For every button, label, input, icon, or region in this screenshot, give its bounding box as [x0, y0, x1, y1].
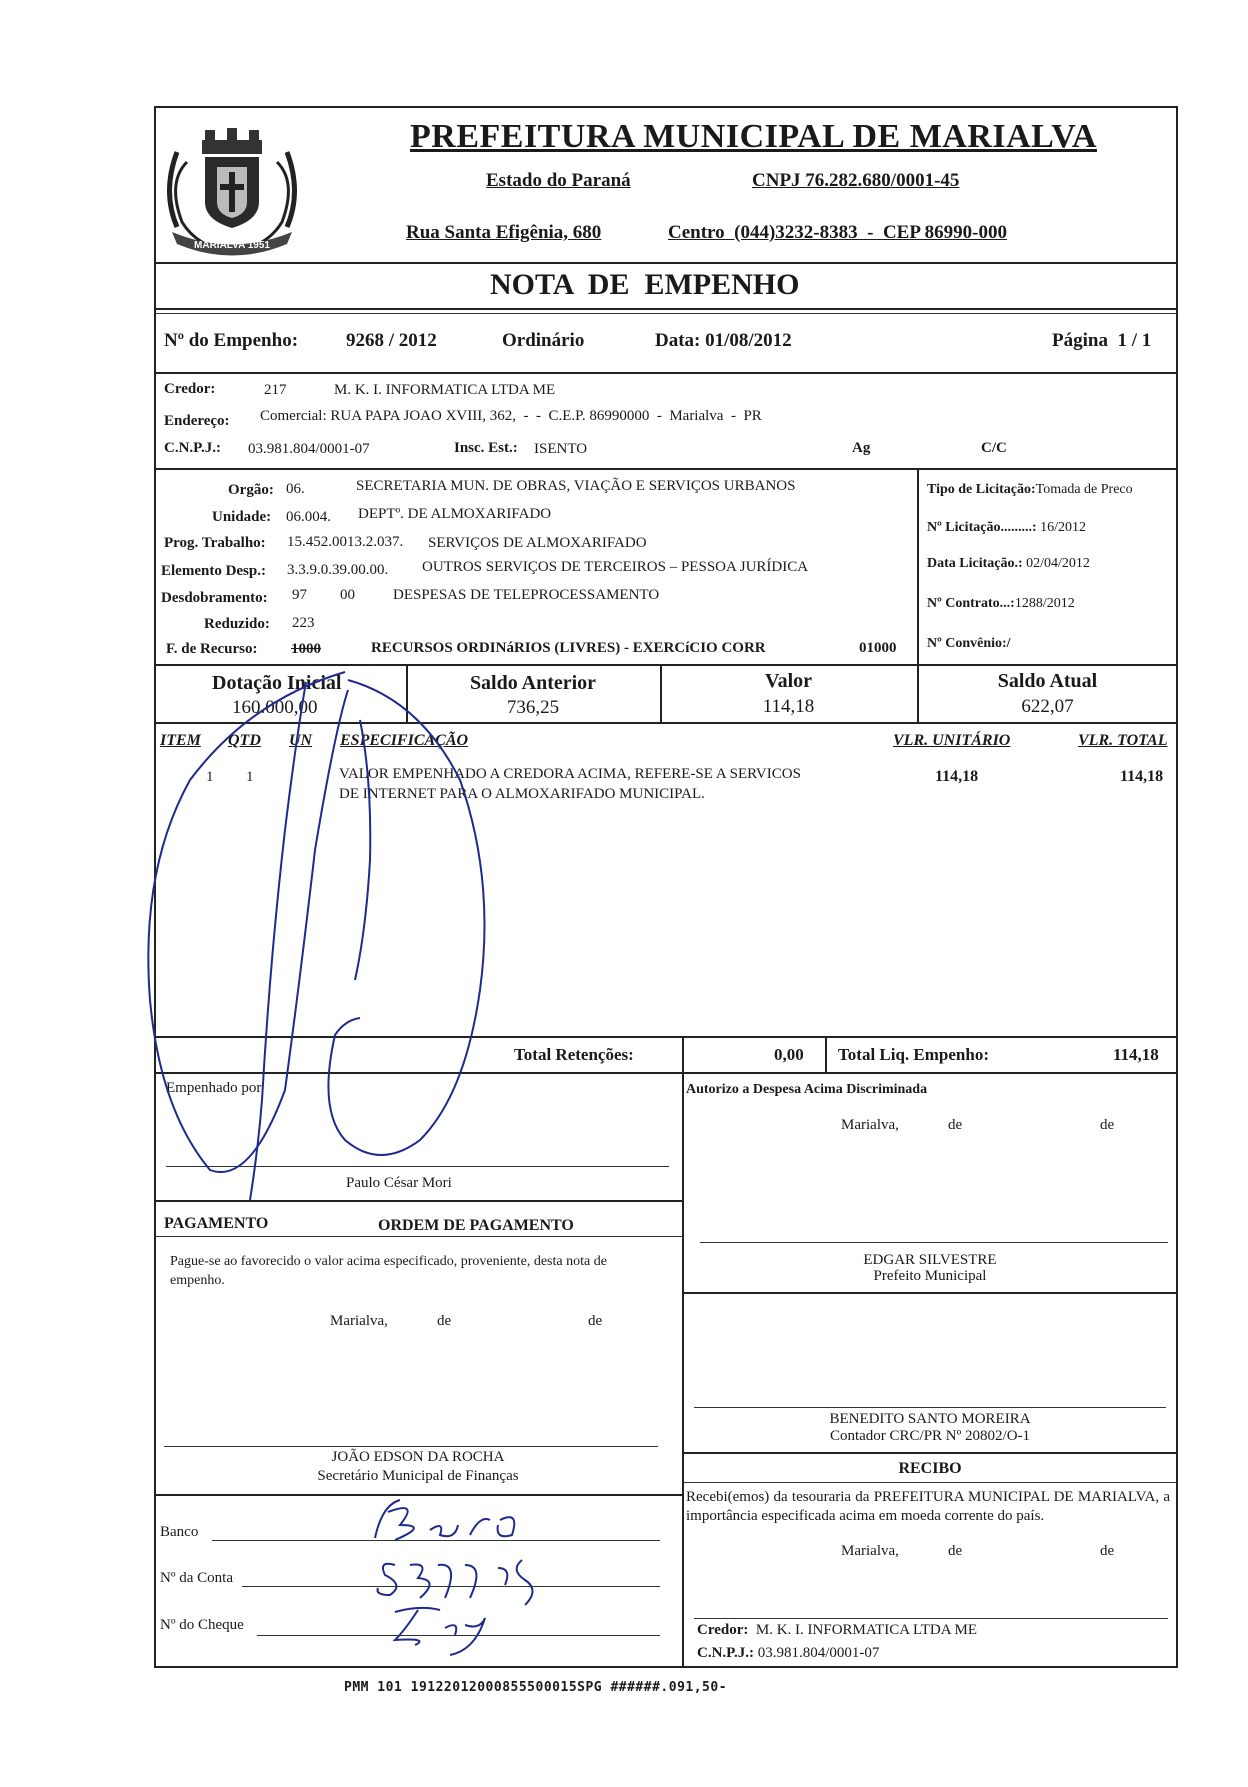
valor-label: Valor [764, 670, 813, 692]
unidade-name: DEPTº. DE ALMOXARIFADO [358, 506, 552, 522]
prog-name: SERVIÇOS DE ALMOXARIFADO [428, 535, 647, 551]
credor-name: M. K. I. INFORMATICA LTDA ME [334, 382, 556, 398]
reduzido-label: Reduzido: [204, 616, 270, 632]
retencoes-label: Total Retenções: [514, 1045, 634, 1064]
row-qtd: 1 [246, 769, 254, 785]
pague-text: Pague-se ao favorecido o valor acima especificado, proveniente, desta nota de empenho. [170, 1254, 607, 1288]
cheque-label: Nº do Cheque [160, 1617, 244, 1633]
autorizo-label: Autorizo a Despesa Acima Discriminada [686, 1082, 928, 1097]
row-item: 1 [206, 769, 214, 785]
unidade-label: Unidade: [212, 509, 272, 525]
retencoes-value: 0,00 [774, 1045, 804, 1064]
elemento-name: OUTROS SERVIÇOS DE TERCEIROS – PESSOA JURÍDICA [422, 559, 809, 575]
recibo-de-2: de [1100, 1543, 1115, 1559]
empenhado-por-label: Empenhado por [166, 1080, 262, 1096]
desdobramento-code-1: 97 [292, 587, 307, 603]
left-de-2: de [588, 1313, 603, 1329]
tipo-licitacao: Tipo de Licitação:Tomada de Preco [927, 482, 1133, 497]
num-contrato: Nº Contrato...:1288/2012 [927, 596, 1075, 611]
endereco-label: Endereço: [164, 413, 230, 429]
saldo-anterior-label: Saldo Anterior [469, 672, 597, 694]
data-licitacao: Data Licitação.: 02/04/2012 [927, 556, 1090, 571]
prefeito-name: EDGAR SILVESTRE [863, 1252, 997, 1268]
unidade-code: 06.004. [286, 509, 331, 525]
recibo-cnpj: C.N.P.J.: 03.981.804/0001-07 [697, 1645, 880, 1661]
cnpj-label: C.N.P.J.: [164, 440, 221, 456]
col-header-unit-value: VLR. UNITÁRIO [893, 732, 1011, 749]
reduzido-value: 223 [292, 615, 315, 631]
recibo-credor: Credor: M. K. I. INFORMATICA LTDA ME [697, 1622, 978, 1638]
left-marialva: Marialva, [330, 1313, 388, 1329]
contador-name: BENEDITO SANTO MOREIRA [829, 1411, 1031, 1427]
cnpj-value: 03.981.804/0001-07 [248, 441, 370, 457]
saldo-atual-value: 622,07 [1021, 696, 1074, 717]
col-header-spec: ESPECIFICAÇÃO [340, 732, 469, 749]
prog-label: Prog. Trabalho: [164, 535, 266, 551]
liq-empenho-label: Total Liq. Empenho: [838, 1045, 989, 1064]
empenho-label: Nº do Empenho: [164, 330, 299, 351]
left-de-1: de [437, 1313, 452, 1329]
recurso-code: 1000 [291, 641, 321, 657]
col-header-total-value: VLR. TOTAL [1078, 732, 1168, 749]
insc-value: ISENTO [534, 441, 588, 457]
document-title: NOTA DE EMPENHO [490, 268, 800, 301]
header-contact: Centro (044)3232-8383 - CEP 86990-000 [668, 222, 1007, 243]
orgao-label: Orgão: [228, 482, 274, 498]
num-convenio: Nº Convênio:/ [927, 636, 1011, 651]
desdobramento-name: DESPESAS DE TELEPROCESSAMENTO [393, 587, 660, 603]
empenho-date: Data: 01/08/2012 [655, 330, 792, 351]
credor-label: Credor: [164, 381, 216, 397]
row-total-value: 114,18 [1120, 768, 1164, 785]
conta-label: Nº da Conta [160, 1570, 233, 1586]
right-de-2: de [1100, 1117, 1115, 1133]
row-spec-line-1: VALOR EMPENHADO A CREDORA ACIMA, REFERE-SE A SERVICOS [339, 766, 801, 782]
desdobramento-label: Desdobramento: [161, 590, 268, 606]
orgao-code: 06. [286, 481, 305, 497]
prog-code: 15.452.0013.2.037. [287, 534, 404, 550]
recibo-de-1: de [948, 1543, 963, 1559]
empenho-type: Ordinário [502, 330, 585, 351]
dotacao-label: Dotação Inicial [212, 672, 342, 694]
state-name: Estado do Paraná [486, 170, 631, 191]
row-unit-value: 114,18 [935, 768, 979, 785]
saldo-atual-label: Saldo Atual [997, 670, 1098, 692]
col-header-qtd: QTD [228, 732, 261, 749]
col-header-item: ITEM [160, 732, 201, 749]
recibo-text: Recebi(emos) da tesouraria da PREFEITURA MUNICIPAL DE MARIALVA, a importância especificada acima em moeda corrente do país. [686, 1489, 1170, 1524]
right-de-1: de [948, 1117, 963, 1133]
footer-code: PMM 101 19122012000855500015SPG ######.091,50- [344, 1680, 728, 1695]
recurso-label: F. de Recurso: [166, 641, 258, 657]
recurso-number: 01000 [859, 640, 897, 656]
crest-banner-text: MARIALVA 1951 [194, 240, 270, 251]
liq-empenho-value: 114,18 [1113, 1045, 1159, 1064]
ag-label: Ag [852, 440, 871, 456]
page-title: PREFEITURA MUNICIPAL DE MARIALVA [410, 118, 1097, 155]
header-address: Rua Santa Efigênia, 680 [406, 222, 602, 243]
banco-label: Banco [160, 1524, 199, 1540]
valor-value: 114,18 [762, 696, 815, 717]
recurso-name: RECURSOS ORDINáRIOS (LIVRES) - EXERCíCIO CORR [371, 640, 766, 656]
empenhado-por-name: Paulo César Mori [346, 1175, 452, 1191]
credor-code: 217 [264, 382, 287, 398]
municipal-crest-icon [157, 122, 307, 262]
prefeito-title: Prefeito Municipal [873, 1268, 987, 1284]
page-number: Página 1 / 1 [1052, 330, 1152, 351]
recibo-label: RECIBO [898, 1460, 962, 1477]
secretario-title: Secretário Municipal de Finanças [317, 1468, 519, 1484]
contador-title: Contador CRC/PR Nº 20802/O-1 [829, 1428, 1031, 1444]
cc-label: C/C [981, 440, 1007, 456]
elemento-label: Elemento Desp.: [161, 563, 266, 579]
elemento-code: 3.3.9.0.39.00.00. [287, 562, 389, 578]
dotacao-value: 160.000,00 [232, 697, 318, 718]
empenho-number: 9268 / 2012 [346, 330, 437, 351]
recibo-marialva: Marialva, [841, 1543, 899, 1559]
pagamento-label: PAGAMENTO [164, 1215, 269, 1232]
saldo-anterior-value: 736,25 [506, 697, 560, 718]
endereco-value: Comercial: RUA PAPA JOAO XVIII, 362, - - C.E.P. 86990000 - Marialva - PR [260, 408, 762, 424]
header-cnpj: CNPJ 76.282.680/0001-45 [752, 170, 960, 191]
row-spec-line-2: DE INTERNET PARA O ALMOXARIFADO MUNICIPAL. [339, 786, 705, 802]
num-licitacao: Nº Licitação.........: 16/2012 [927, 520, 1086, 535]
insc-label: Insc. Est.: [454, 440, 518, 456]
col-header-un: UN [289, 732, 313, 749]
secretario-name: JOÃO EDSON DA ROCHA [331, 1449, 505, 1465]
orgao-name: SECRETARIA MUN. DE OBRAS, VIAÇÃO E SERVIÇOS URBANOS [356, 478, 796, 494]
right-marialva: Marialva, [841, 1117, 899, 1133]
desdobramento-code-2: 00 [340, 587, 355, 603]
ordem-pagamento-label: ORDEM DE PAGAMENTO [378, 1217, 574, 1234]
